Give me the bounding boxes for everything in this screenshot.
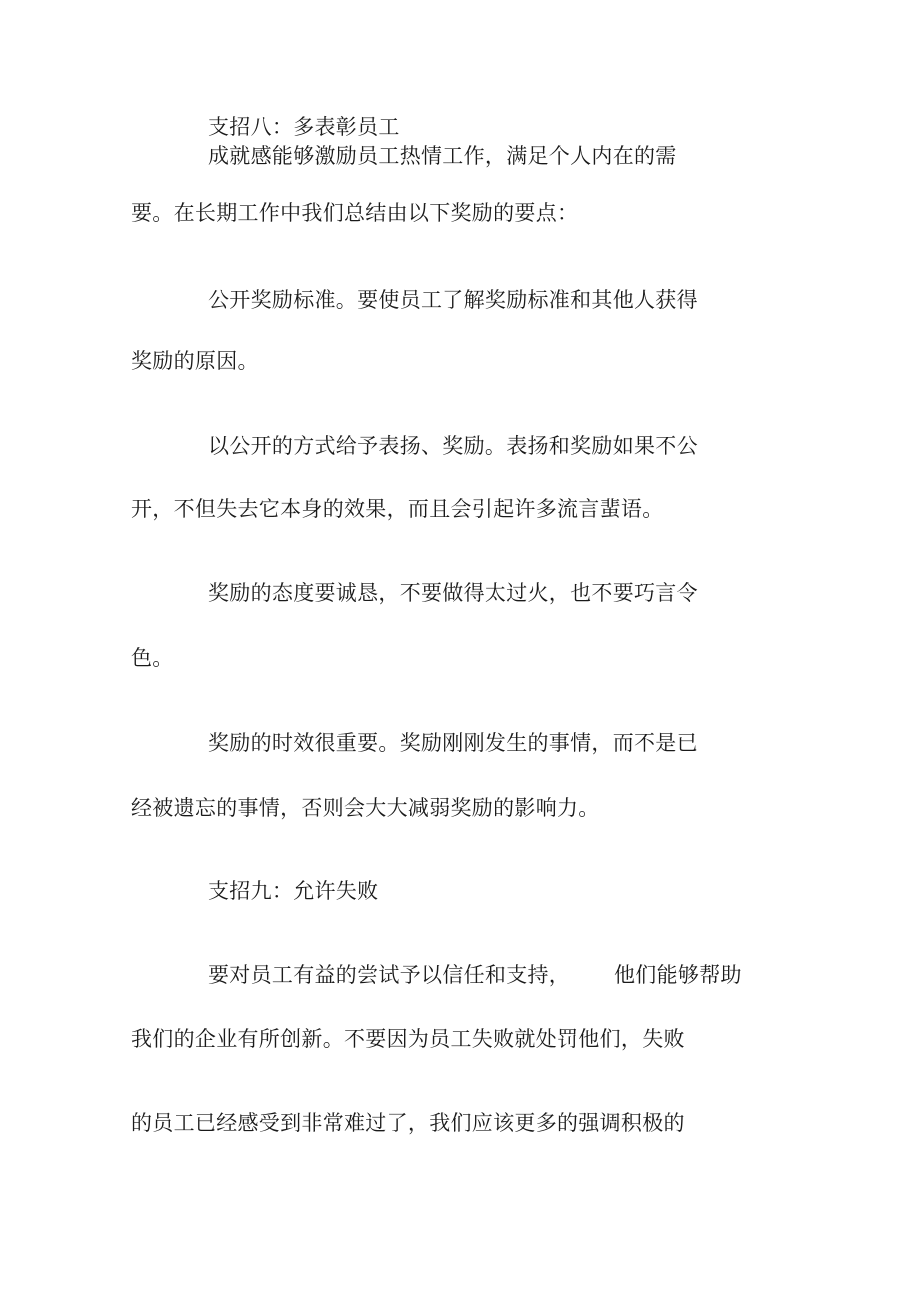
section8-heading: 支招八：多表彰员工	[208, 115, 400, 139]
section8-intro-line-1: 成就感能够激励员工热情工作，满足个人内在的需	[208, 144, 677, 168]
point3-line-2: 色。	[131, 646, 174, 670]
point4-line-2: 经被遗忘的事情，否则会大大减弱奖励的影响力。	[131, 796, 600, 820]
point4-line-1: 奖励的时效很重要。奖励刚刚发生的事情，而不是已	[208, 731, 698, 755]
point2-line-1: 以公开的方式给予表扬、奖励。表扬和奖励如果不公	[208, 434, 698, 458]
point3-line-1: 奖励的态度要诚恳，不要做得太过火，也不要巧言令	[208, 581, 698, 605]
section9-para-line-1b: 他们能够帮助	[614, 963, 742, 987]
section9-para-line-3: 的员工已经感受到非常难过了，我们应该更多的强调积极的	[131, 1111, 685, 1135]
point1-line-1: 公开奖励标准。要使员工了解奖励标准和其他人获得	[208, 288, 698, 312]
section9-heading: 支招九：允许失败	[208, 879, 379, 903]
section8-intro-line-2: 要。在长期工作中我们总结由以下奖励的要点：	[131, 201, 579, 225]
section9-para-line-2: 我们的企业有所创新。不要因为员工失败就处罚他们，失败	[131, 1027, 685, 1051]
point1-line-2: 奖励的原因。	[131, 349, 259, 373]
section9-para-line-1a: 要对员工有益的尝试予以信任和支持，	[208, 963, 571, 987]
point2-line-2: 开，不但失去它本身的效果，而且会引起许多流言蜚语。	[131, 497, 664, 521]
